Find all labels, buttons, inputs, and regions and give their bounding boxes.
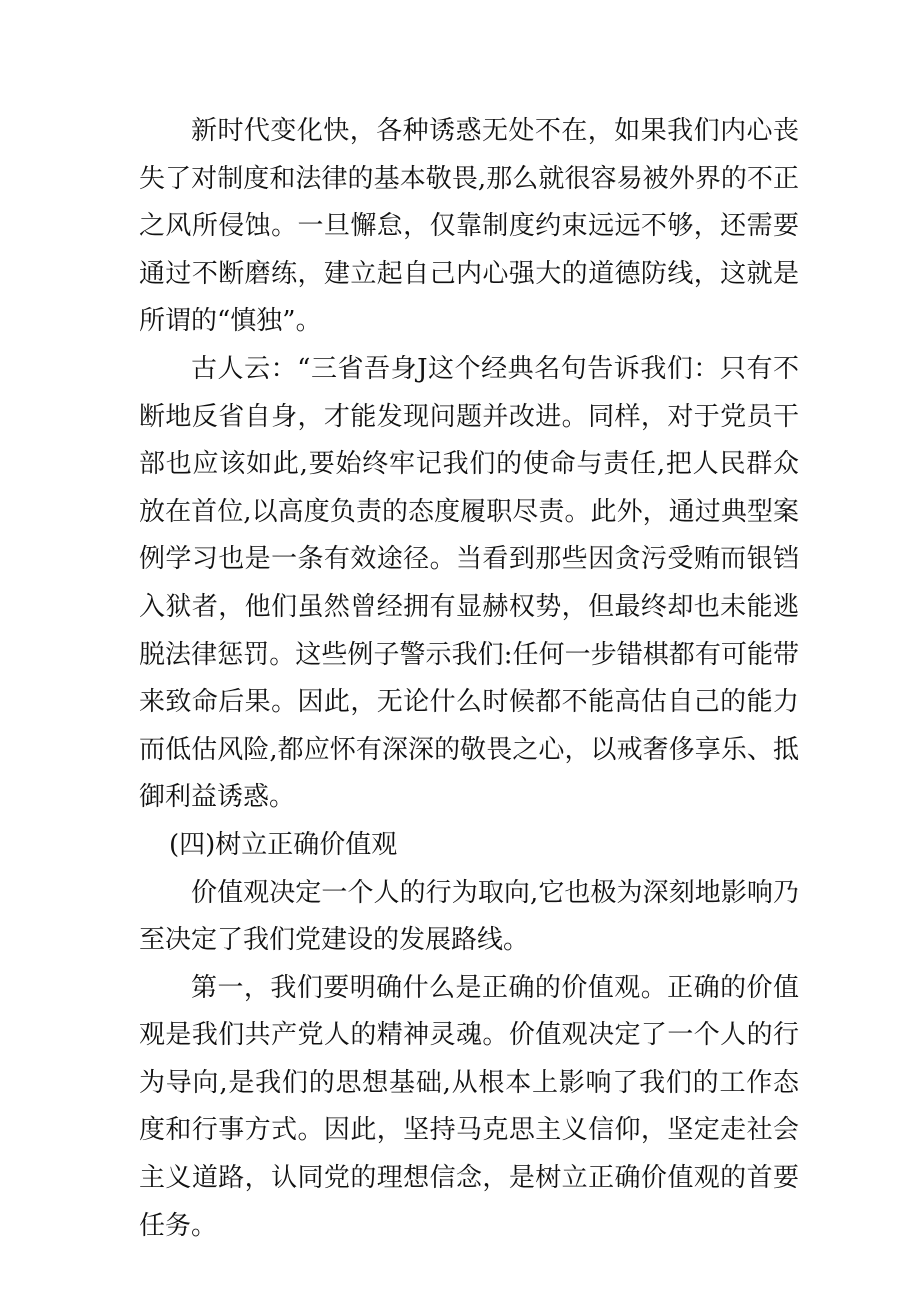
section-heading: (四)树立正确价值观	[169, 829, 398, 860]
paragraph-self-discipline: 新时代变化快，各种诱惑无处不在，如果我们内心丧失了对制度和法律的基本敬畏,那么就很容易被外界的不正之风所侵蚀。一旦懈怠，仅靠制度约束远远不够，还需要通过不断磨练，建立起自己内心强大的道德防线，这就是所谓的“慎独”。	[139, 116, 799, 337]
paragraph-values-first: 第一，我们要明确什么是正确的价值观。正确的价值观是我们共产党人的精神灵魂。价值观决定了一个人的行为导向,是我们的思想基础,从根本上影响了我们的工作态度和行事方式。因此，坚持马克思主义信仰，坚定走社会主义道路，认同党的理想信念，是树立正确价值观的首要任务。	[139, 972, 799, 1241]
document-body	[139, 108, 799, 1250]
paragraph-values-intro: 价值观决定一个人的行为取向,它也极为深刻地影响乃至决定了我们党建设的发展路线。	[139, 877, 799, 956]
paragraph-self-reflection: 古人云：“三省吾身J这个经典名句告诉我们：只有不断地反省自身，才能发现问题并改进。同样，对于党员干部也应该如此,要始终牢记我们的使命与责任,把人民群众放在首位,以高度负责的态度履职尽责。此外，通过典型案例学习也是一条有效途径。当看到那些因贪污受贿而银铛入狱者，他们虽然曾经拥有显赫权势，但最终却也未能逃脱法律惩罚。这些例子警示我们:任何一步错棋都有可能带来致命后果。因此，无论什么时候都不能高估自己的能力而低估风险,都应怀有深深的敬畏之心，以戒奢侈享乐、抵御利益诱惑。	[139, 353, 799, 813]
